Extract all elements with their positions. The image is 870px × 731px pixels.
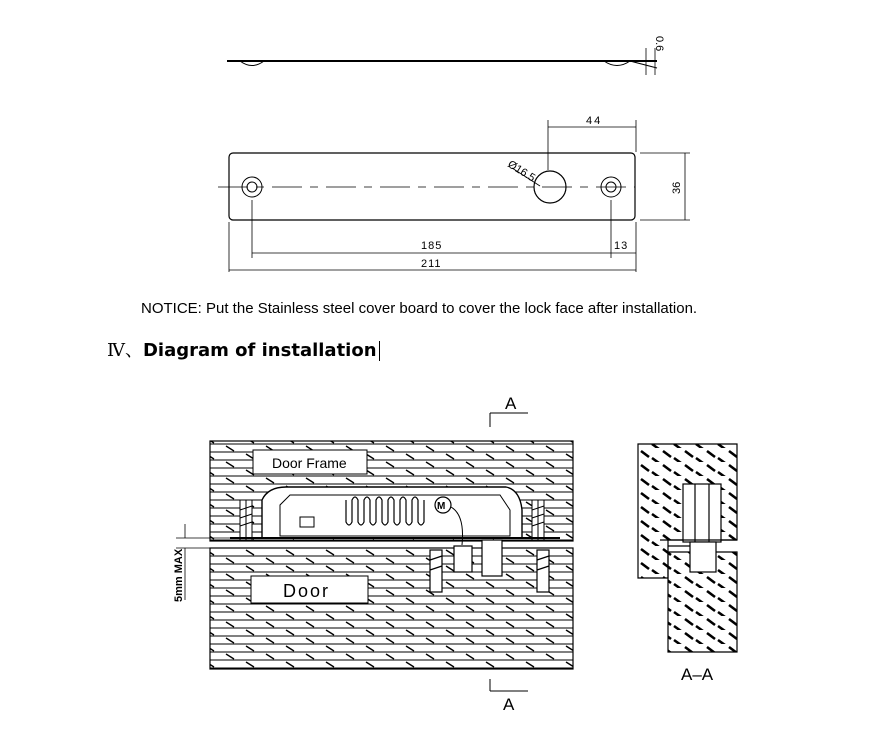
section-heading <box>107 336 380 362</box>
door-frame-label: Door Frame <box>272 455 347 471</box>
dim-thickness: 0.6 <box>653 36 665 52</box>
section-number: Ⅳ、 <box>107 340 143 361</box>
door-section <box>210 548 573 669</box>
dim-height: 36 <box>671 181 683 194</box>
section-title: Diagram of installation <box>142 340 377 361</box>
plate-side-view <box>227 48 657 75</box>
gap-label: 5mm MAX <box>173 548 185 602</box>
door-label: Door <box>283 581 331 601</box>
section-label: A–A <box>681 665 714 684</box>
dim-hole-span: 185 <box>421 240 443 252</box>
section-mark-top: A <box>505 394 517 413</box>
dim-hole-offset: 44 <box>586 115 603 127</box>
lock-body <box>262 487 522 545</box>
installation-notice: NOTICE: Put the Stainless steel cover board to cover the lock face after installation. <box>141 300 698 317</box>
text-cursor <box>379 341 380 361</box>
section-view-frame <box>638 444 737 652</box>
dim-length: 211 <box>421 258 442 270</box>
dim-hole-diameter: Ø16.5 <box>505 158 538 185</box>
dim-edge: 13 <box>614 240 629 252</box>
motor-label: M <box>437 501 446 512</box>
section-mark-bottom: A <box>503 695 515 714</box>
